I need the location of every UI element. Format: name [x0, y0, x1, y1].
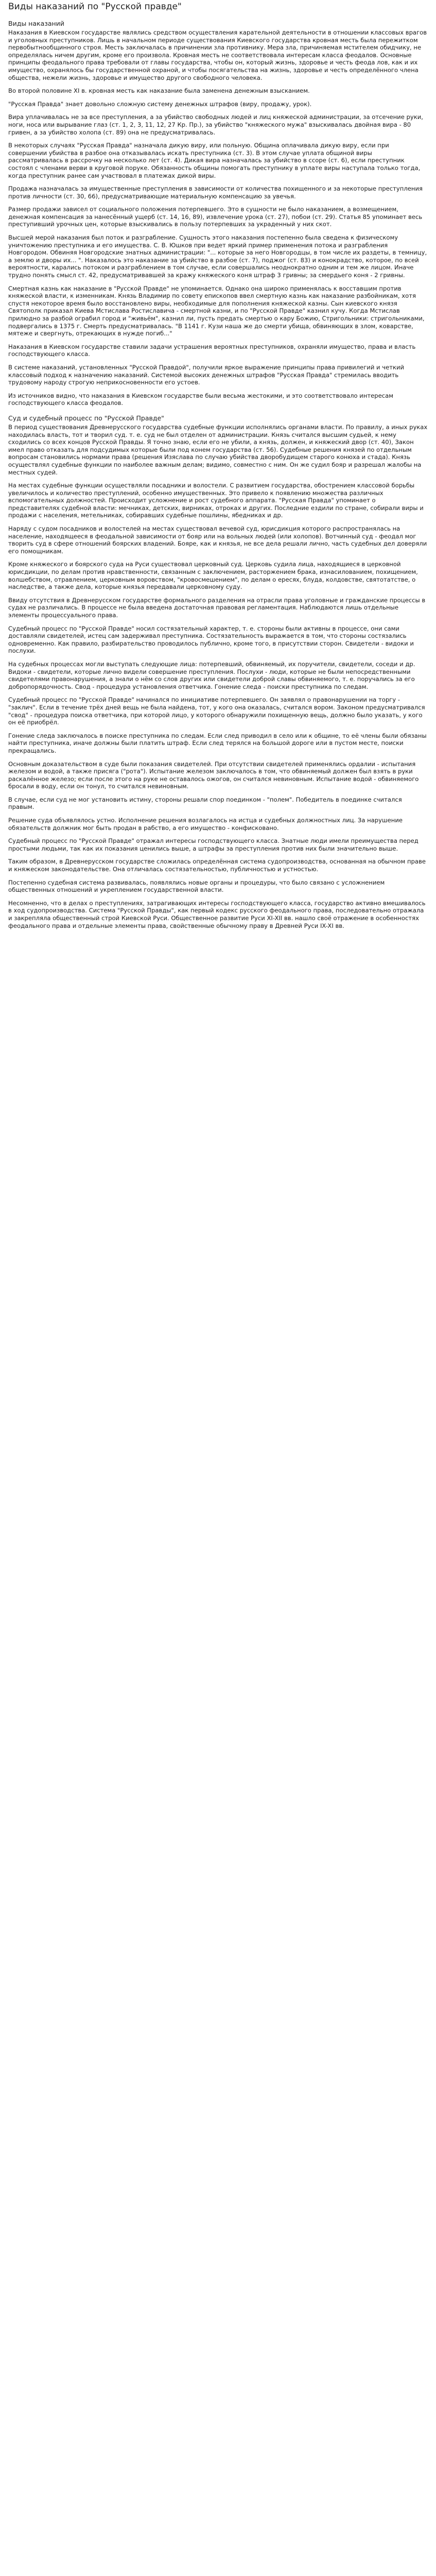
paragraph: В некоторых случаях "Русская Правда" назначала дикую виру, или польную. Община оплачивала дикую виру, если при совершении убийства в разбое она отказывалась искать преступника (ст. 3). В этом случае уплата общиной виры рассматривалась в рассрочку на несколько лет (ст. 4). Дикая вира назначалась за убийство в ссоре (ст. 6), если преступник состоял с членами верви в круговой поруке. Обязанность общины помогать преступнику в уплате виры наступала только тогда, когда преступник ранее сам участвовал в платежах дикой виры. — [8, 142, 421, 179]
paragraph: Смертная казнь как наказание в "Русской Правде" не упоминается. Однако она широко применялась к восставшим против княжеской власти, к изменникам. Князь Владимир по совету епископов ввел смертную казнь как наказание разбойникам, хотя спустя некоторое время было восстановлено виры, необходимые для пополнения княжеской казны. Сын киевского князя Святополк приказал Киева Мстислава Ростиславича - смертной казни, и по "Русской Правде" казнил кучу. Когда Мстислав прилюдно за разбой ограбил город и "живьём", казнил ли, пусть предать смертью о кару Божию, Стригольники: стригольниками, подвергались в 1375 г. Смерть предусматривалась. "В 1141 г. Кузи наша же до смерти убища, обвиняющих в злом, коварстве, мятеже и свергнуть, отрекающих в нужде погиб..." — [8, 284, 425, 337]
paragraph: В случае, если суд не мог установить истину, стороны решали спор поединком - "полем". Победитель в поединке считался правым. — [8, 795, 402, 811]
page-title: Виды наказаний по "Русской правде" — [8, 2, 182, 12]
paragraph: Во второй половине XI в. кровная месть как наказание была заменена денежным взысканием. — [8, 87, 310, 95]
paragraph: Высшей мерой наказания был поток и разграбление. Сущность этого наказания постепенно была сведена к физическому уничтожению преступника и его имущества. С. В. Юшков при ведет яркий пример применения потока и разграбления Новгородом. Обвиняя Новгородские знатных администрации: "... которые за него Новгородцы, в том числе их раздеты, в темницу, а землю и дворы их... ". Наказалось это наказание за убийство в разбое (ст. 7), поджог (ст. 83) и конокрадство, которое, по всей вероятности, карались потоком и разграблением в том случае, если совершались неоднократно одним и тем же лицом. Иначе трудно понять смысл ст. 42, предусматривавшей за кражу княжеского коня штраф 3 гривны; за смердьего коня - 2 гривны. — [8, 234, 427, 279]
paragraph: Судебный процесс по "Русской Правде" отражал интересы господствующего класса. Знатные люди имели преимущества перед простыми людьми, так как их показания ценились выше, а штрафы за преступления против них были значительно выше. — [8, 837, 418, 852]
section-heading: Суд и судебный процесс по "Русской Правде" — [8, 414, 164, 422]
paragraph: Несомненно, что в делах о преступлениях, затрагивающих интересы господствующего класса, государство активно вмешивалось в ход судопроизводства. Система "Русской Правды", как первый кодекс русского феодального права, последовательно отражала и закрепляла общественный строй Киевской Руси. Общественное развитие Руси XI-XII вв. нашло своё отражение в особенностях феодального права и отдельные элементы права, свойственные обычному праву в Древней Руси IX-XI вв. — [8, 899, 426, 929]
paragraph: На местах судебные функции осуществляли посадники и волостели. С развитием государства, обострением классовой борьбы увеличилось и количество преступлений, особенно имущественных. Это привело к появлению множества различных вспомогательных должностей. Происходит усложнение и рост судебного аппарата. "Русская Правда" упоминает о представителях судебной власти: мечниках, детских, вирниках, отроках и других. Последние ездили по стране, собирали виры и продажи с населения, метельниках, собиравших судебные пошлины, ябедниках и др. — [8, 482, 424, 519]
paragraph: Наказания в Киевском государстве являлись средством осуществления карательной деятельности в отношении классовых врагов и уголовных преступников. Лишь в начальном периоде существования Киевского государства кровная месть была пережитком первобытнообщинного строя. Месть заключалась в причинении зла противнику. Мера зла, причиняемая мстителем обидчику, не определялась ничем другим, кроме его произвола. Кровная месть не соответствовала интересам класса феодалов. Основные принципы феодального права требовали от главы государства, чтобы он, который жизнь, здоровье и честь феода лов, как и их имущество, охранялось бы государственной охраной, и чтобы посягательства на жизнь, здоровье и честь определённого члена общества, нежели жизнь, здоровье и имущество другого свободного человека. — [8, 29, 427, 81]
paragraph: Кроме княжеского и боярского суда на Руси существовал церковный суд. Церковь судила лица, находящиеся в церковной юрисдикции, по делам против нравственности, связанным с заключением, расторжением брака, изнасилованием, похищением, волшебством, отравлением, церковным воровством, "кровосмешением", по делам о ересях, блуда, колдовстве, святотатстве, о наследстве, а также дела, которые князья передавали церковному суду. — [8, 561, 418, 591]
document-page — [0, 0, 436, 947]
paragraph: Продажа назначалась за имущественные преступления в зависимости от количества похищенного и за некоторые преступления против личности (ст. 30, 66), предусматривающие материальную компенсацию за увечья. — [8, 185, 423, 200]
document-section — [8, 20, 428, 407]
paragraph: Из источников видно, что наказания в Киевском государстве были весьма жестокими, и это соответствовало интересам господствующего класса феодалов. — [8, 392, 394, 407]
paragraph: Постепенно судебная система развивалась, появлялись новые органы и процедуры, что было связано с усложнением общественных отношений и укреплением государственной власти. — [8, 878, 385, 894]
section-heading: Виды наказаний — [8, 20, 64, 27]
paragraph: Вира уплачивалась не за все преступления, а за убийство свободных людей и лиц княжеской администрации, за отсечение руки, ноги, носа или вырывание глаз (ст. 1, 2, 3, 11, 12, 27 Кр. Пр.), за убийство "княжеского мужа" взыскивалась двойная вира - 80 гривен, а за убийство холопа (ст. 89) она не предусматривалась. — [8, 113, 423, 136]
document-body — [8, 20, 428, 929]
paragraph: Наказания в Киевском государстве ставили задачи устрашения вероятных преступников, охраняли имущество, права и власть господствующего класса. — [8, 343, 416, 358]
paragraph: В период существования Древнерусского государства судебные функции исполнялись органами власти. По правилу, а иных руках находилась власть, тот и творил суд. т. е. суд не был отделен от администрации. Князь считался высшим судьей, к нему сходились со всех концов Русской Правды. Я точно знаю, если его не убили, а князь, должен, и княжеский двор (ст. 40), Закон имел право отказать для подсудимых которые были под конем государства (ст. 56). Судебные решения князей по отдельным вопросам становились нормами права (решения Изяслава по случаю убийства дворобудищем старого конюха и стада). Князь осуществлял судебные функции по наиболее важным делам; видимо, совместно с ним. Он же судил бояр и разрешал жалобы на местных судей. — [8, 423, 428, 476]
paragraph: "Русская Правда" знает довольно сложную систему денежных штрафов (виру, продажу, урок). — [8, 100, 312, 108]
paragraph: Размер продажи зависел от социального положения потерпевшего. Это в сущности не было наказанием, а возмещением, денежная компенсация за нанесённый ущерб (ст. 14, 16, 89), извлечение урока (ст. 27), побои (ст. 29). Статья 85 упоминает весь преступивший урочных цен, которые взыскивались в пользу потерпевших за украденный у них скот. — [8, 206, 423, 228]
paragraph: Гонение следа заключалось в поиске преступника по следам. Если след приводил в село или к общине, то её члены были обязаны найти преступника, иначе должны были платить штраф. Если след терялся на большой дороге или в пустом месте, поиски прекращались. — [8, 732, 427, 754]
paragraph: Судебный процесс по "Русской Правде" носил состязательный характер, т. е. стороны были активны в процессе, они сами доставляли свидетелей, истец сам задерживал преступника. Состязательность выражается в том, что стороны состязались одновременно. Как правило, разбирательство проводилось публично, кроме того, в присутствии сторон. Свидетели - видоки и послухи. — [8, 624, 414, 655]
paragraph: В системе наказаний, установленных "Русской Правдой", получили яркое выражение принципы права привилегий и четкий классовый подход к назначению наказаний. Системой высоких денежных штрафов "Русская Правда" стремилась вводить трудовому народу строгую неприкосновенности его устоев. — [8, 363, 405, 386]
paragraph: Судебный процесс по "Русской Правде" начинался по инициативе потерпевшего. Он заявлял о правонарушении на торгу - "заклич". Если в течение трёх дней вещь не была найдена, тот, у кого она оказалась, считался вором. Законом предусматривался "свод" - процедура поиска ответчика, при которой лицо, у которого обнаружили похищенную вещь, должно было указать, у кого он её приобрёл. — [8, 696, 425, 726]
document-section — [8, 414, 428, 929]
paragraph: На судебных процессах могли выступать следующие лица: потерпевший, обвиняемый, их поручители, свидетели, соседи и др. Видоки - свидетели, которые лично видели совершение преступления. Послухи - люди, которые не были непосредственными свидетелями правонарушения, а знали о нём со слов других или свидетели доброй славы обвиняемого, т. е. поручались за его добропорядочность. Свод - процедура установления ответчика. Гонение следа - поиски преступника по следам. — [8, 660, 415, 690]
paragraph: Таким образом, в Древнерусском государстве сложилась определённая система судопроизводства, основанная на обычном праве и княжеском законодательстве. Она отличалась состязательностью, публичностью и устностью. — [8, 858, 426, 873]
paragraph: Ввиду отсутствия в Древнерусском государстве формального разделения на отрасли права уголовные и гражданские процессы в судах не различались. В процессе не была введена достаточная правовая регламентация. Наблюдаются лишь отдельные элементы процессуального права. — [8, 596, 426, 619]
paragraph: Решение суда объявлялось устно. Исполнение решения возлагалось на истца и судебных должностных лиц. За нарушение обязательств должник мог быть продан в рабство, а его имущество - конфисковано. — [8, 817, 403, 832]
paragraph: Наряду с судом посадников и волостелей на местах существовал вечевой суд, юрисдикция которого распространялась на население, находящееся в феодальной зависимости от бояр или на вольных людей (или холопов). Вотчинный суд - феодал мог творить суд в сфере отношений боярских владений. Бояре, как и князья, не все дела решали лично, часть судебных дел доверяли его помощникам. — [8, 525, 427, 555]
paragraph: Основным доказательством в суде были показания свидетелей. При отсутствии свидетелей применялись ордалии - испытания железом и водой, а также присяга ("рота"). Испытание железом заключалось в том, что обвиняемый должен был взять в руки раскалённое железо; если после этого на руке не оставалось ожогов, он считался невиновным. Испытание водой - обвиняемого бросали в воду, если он тонул, то считался невиновным. — [8, 760, 419, 790]
